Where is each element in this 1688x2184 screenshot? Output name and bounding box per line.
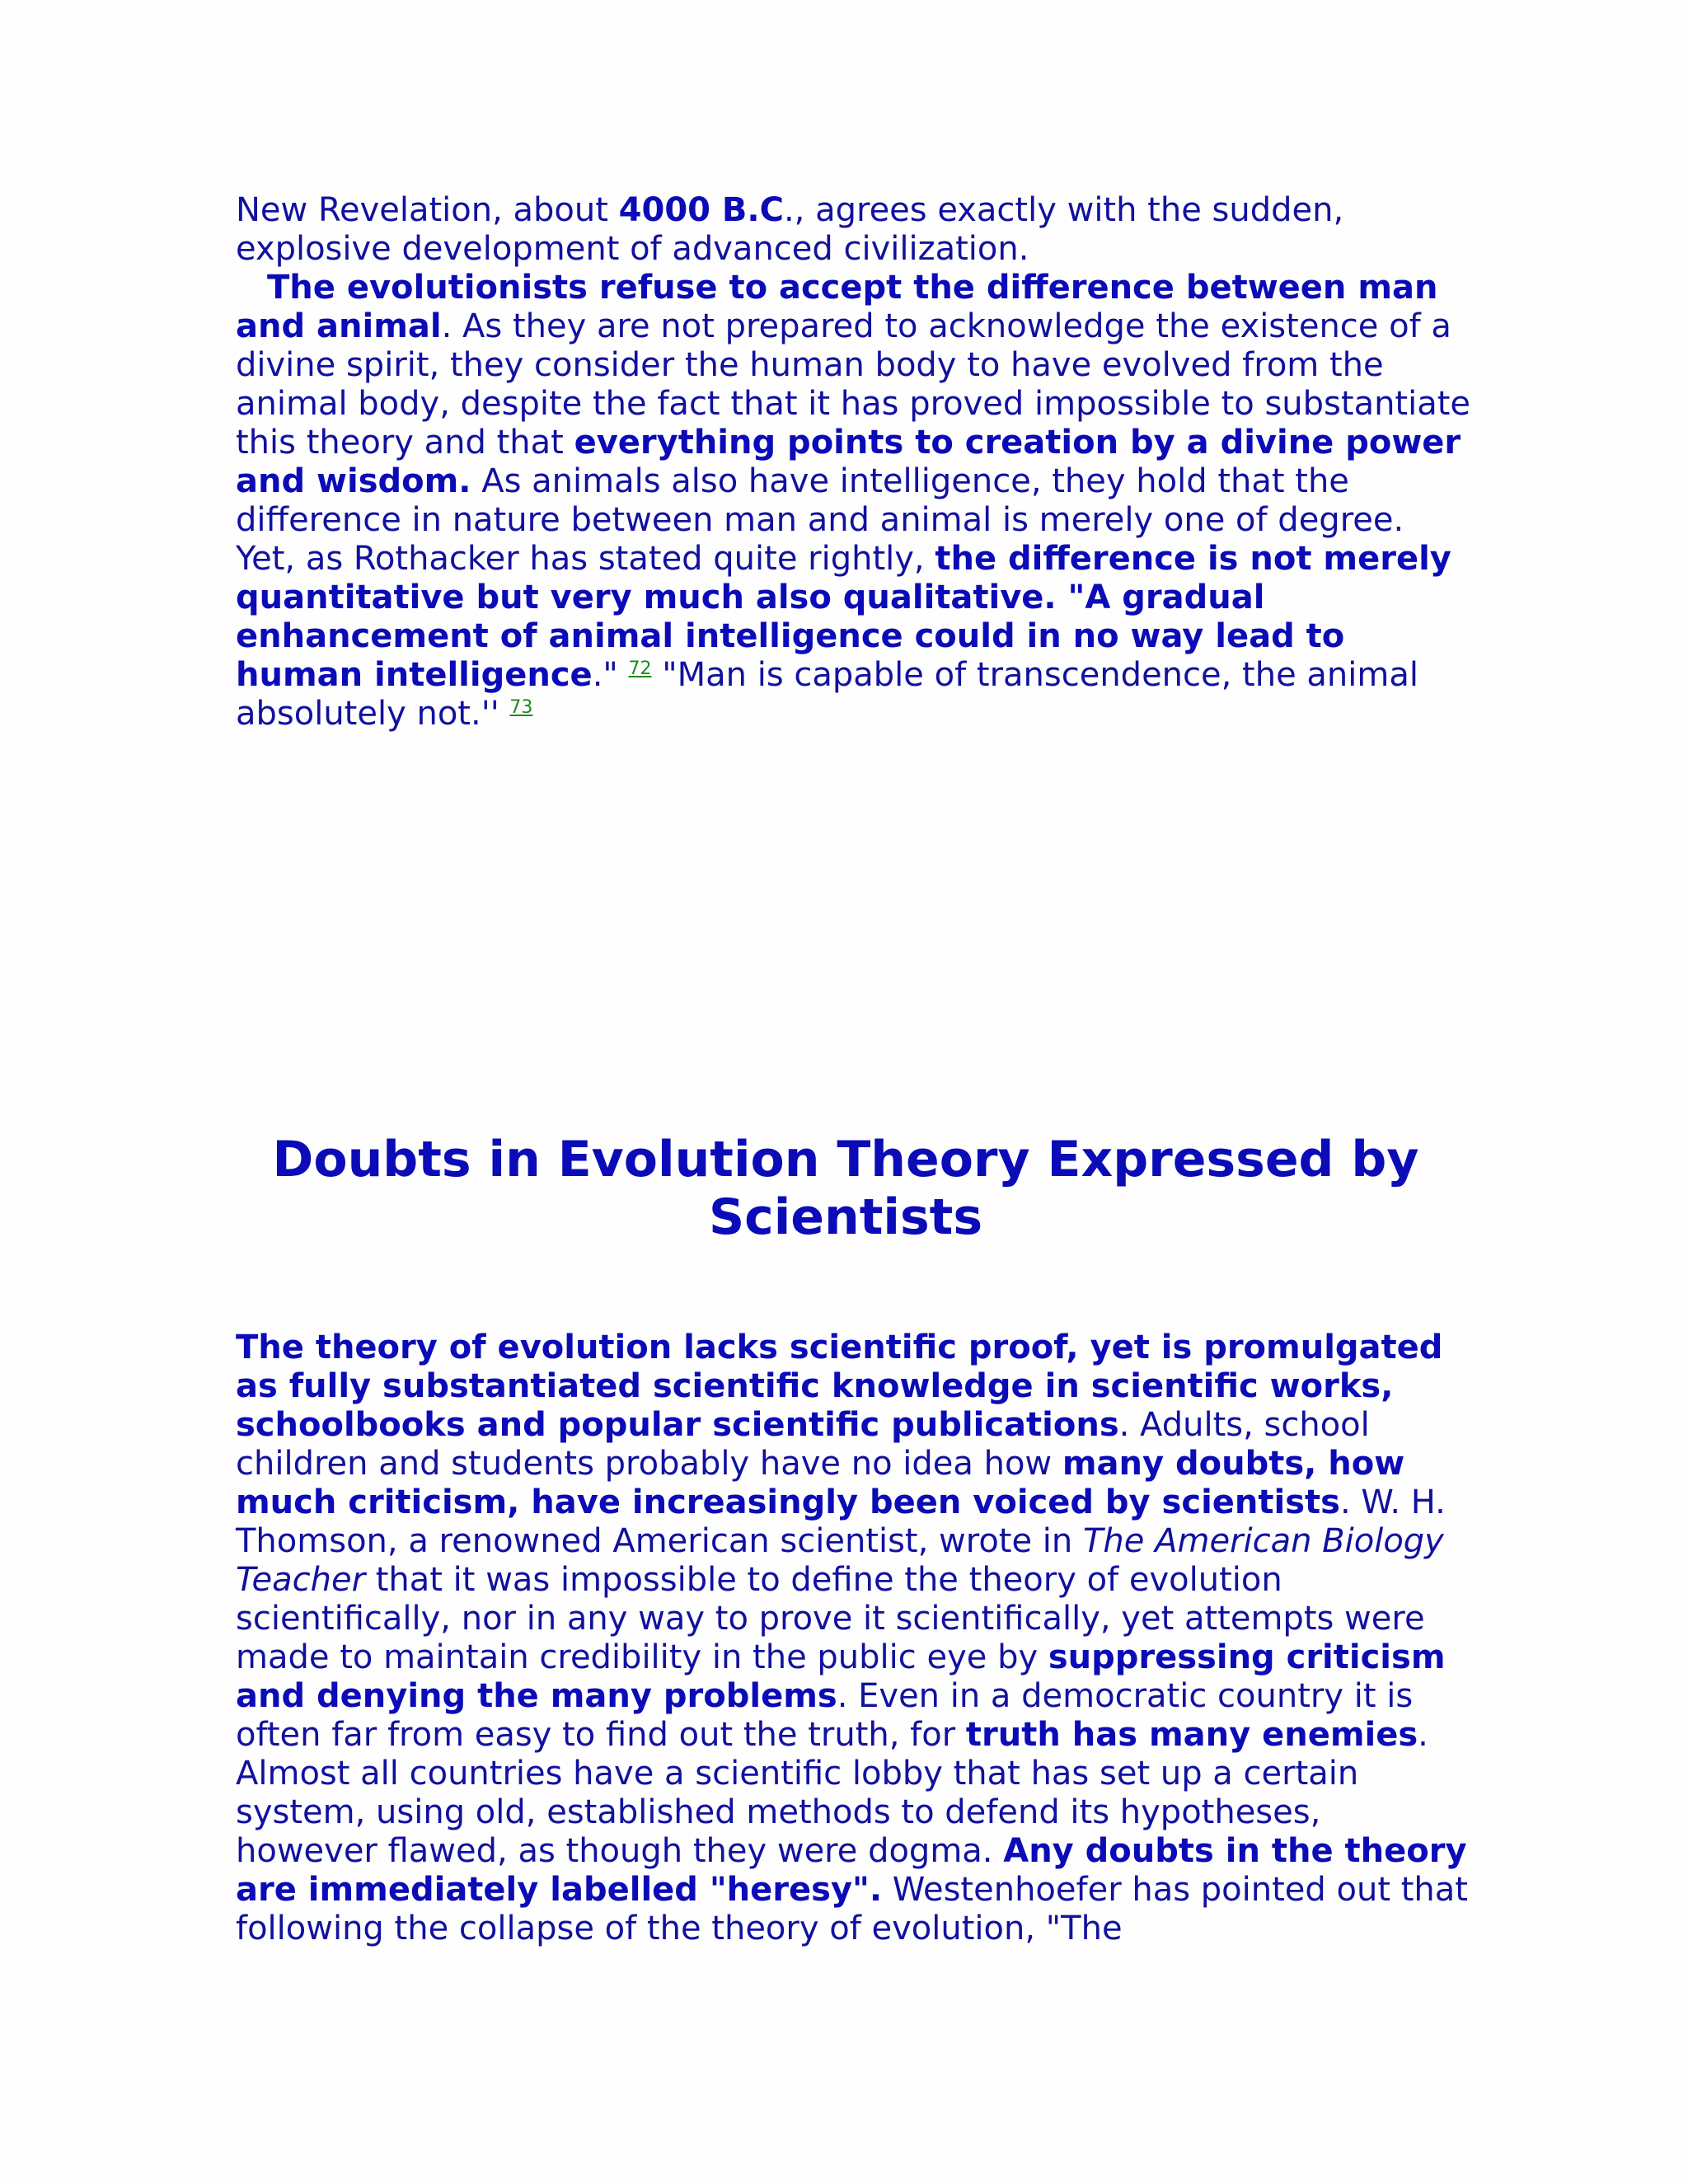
paragraph-intro xyxy=(236,191,1472,269)
text-run: Westenhoefer has pointed out that following the collapse of the theory of evolution, "The xyxy=(236,1871,1468,1947)
bold-statement: many doubts, how much criticism, have increasingly been voiced by scientists xyxy=(236,1445,1405,1521)
bold-statement: the difference is not merely quantitative but very much also qualitative. "A gradual enhancement of animal intelligence could in no way lead to human intelligence xyxy=(236,540,1451,694)
footnote-ref-73[interactable] xyxy=(509,697,532,718)
bold-statement: suppressing criticism and denying the many problems xyxy=(236,1638,1446,1715)
italic-journal-title: The American Biology Teacher xyxy=(236,1522,1444,1599)
bold-statement: everything points to creation by a divine power and wisdom. xyxy=(236,424,1461,500)
text-run: "Man is capable of transcendence, the animal absolutely not.'' xyxy=(236,656,1418,733)
text-block-bottom xyxy=(236,1329,1472,1948)
footnote-link[interactable]: 73 xyxy=(509,697,533,718)
bold-date: 4000 B.C xyxy=(618,191,784,229)
text-run: . W. H. Thomson, a renowned American scientist, wrote in xyxy=(236,1483,1446,1560)
text-run: . Adults, school children and students probably have no idea how xyxy=(236,1406,1370,1483)
text-run: . Even in a democratic country it is often far from easy to find out the truth, for xyxy=(236,1677,1414,1754)
text-block-top xyxy=(236,191,1472,733)
text-run: . Almost all countries have a scientific lobby that has set up a certain system, using old, established methods to defend its hypotheses, however flawed, as though they were dogma. xyxy=(236,1716,1428,1870)
footnote-link[interactable]: 72 xyxy=(628,658,652,679)
text-run: ." xyxy=(592,656,629,694)
text-run: . As they are not prepared to acknowledge the existence of a divine spirit, they consider the human body to have evolved from the animal body, despite the fact that it has proved impossible to substantiate this theory and that xyxy=(236,307,1471,462)
section-heading: Doubts in Evolution Theory Expressed by Scientists xyxy=(272,1131,1419,1246)
text-run: New Revelation, about xyxy=(236,191,619,229)
bold-statement: truth has many enemies xyxy=(965,1716,1418,1754)
paragraph-man-animal xyxy=(236,269,1472,733)
text-run: ., agrees exactly with the sudden, explosive development of advanced civilization. xyxy=(236,191,1344,268)
text-run: that it was impossible to define the theory of evolution scientifically, nor in any way to prove it scientifically, yet attempts were made to maintain credibility in the public eye by xyxy=(236,1561,1425,1676)
paragraph-doubts xyxy=(236,1329,1472,1948)
bold-statement: The evolutionists refuse to accept the difference between man and animal xyxy=(236,269,1438,345)
bold-statement: Any doubts in the theory are immediately labelled "heresy". xyxy=(236,1832,1467,1909)
footnote-ref-72[interactable] xyxy=(629,658,652,679)
bold-statement: The theory of evolution lacks scientific proof, yet is promulgated as fully substantiated scientific knowledge in scientific works, schoolbooks and popular scientific publications xyxy=(236,1329,1443,1444)
text-run: As animals also have intelligence, they hold that the difference in nature between man and animal is merely one of degree. Yet, as Rothacker has stated quite rightly, xyxy=(236,462,1404,578)
